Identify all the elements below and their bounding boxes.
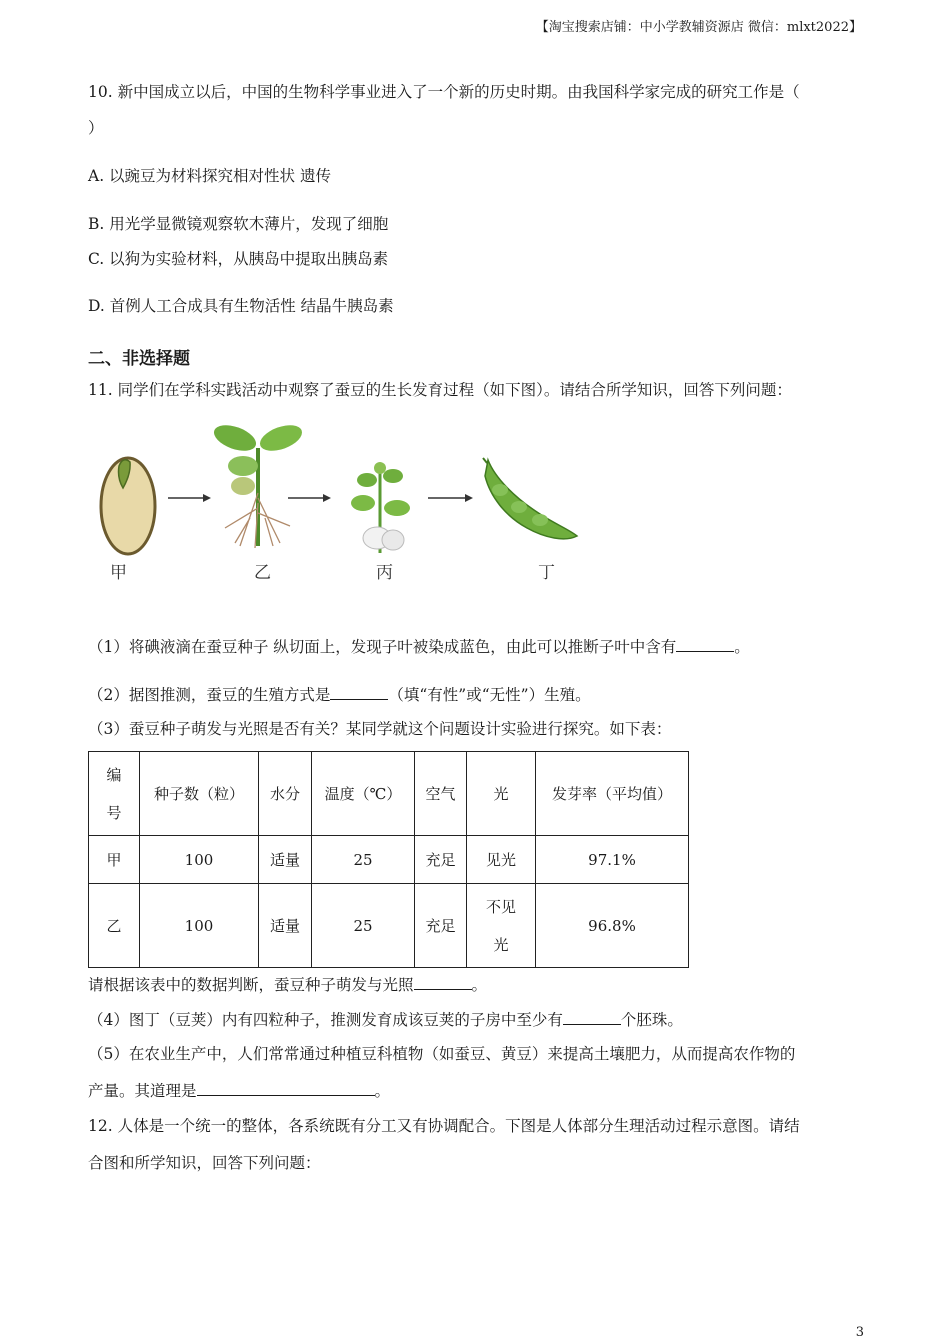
q10-stem-line2: ） <box>88 119 104 137</box>
seedling-icon <box>211 420 306 548</box>
table-cell: 25 <box>312 836 415 884</box>
table-cell: 25 <box>312 884 415 968</box>
flower-icon <box>351 462 410 553</box>
bean-pod-icon <box>483 458 577 539</box>
table-cell: 100 <box>140 884 259 968</box>
figure-label-ding: 丁 <box>538 563 555 583</box>
arrow-icon <box>168 494 211 502</box>
seed-icon <box>101 458 155 554</box>
q11-stem: 11. 同学们在学科实践活动中观察了蚕豆的生长发育过程（如下图）。请结合所学知识，回答下列问题： <box>88 381 792 399</box>
arrow-icon <box>288 494 331 502</box>
table-row <box>89 884 689 968</box>
q10-option-c: C. 以狗为实验材料，从胰岛中提取出胰岛素 <box>88 250 389 268</box>
experiment-table <box>88 751 689 968</box>
table-row <box>89 836 689 884</box>
q11-part5-line1: （5）在农业生产中，人们常常通过种植豆科植物（如蚕豆、黄豆）来提高土壤肥力，从而提高农作物的 <box>88 1045 796 1063</box>
arrow-icon <box>428 494 473 502</box>
answer-blank[interactable] <box>330 684 388 700</box>
table-header-cell: 空气 <box>415 752 467 836</box>
table-header-cell: 种子数（粒） <box>140 752 259 836</box>
q11-part3: （3）蚕豆种子萌发与光照是否有关？某同学就这个问题设计实验进行探究。如下表： <box>88 720 672 738</box>
table-cell: 乙 <box>89 884 140 968</box>
table-header-cell: 温度（℃） <box>312 752 415 836</box>
table-header-row <box>89 752 689 836</box>
table-header-cell: 编号 <box>89 752 140 836</box>
q12-stem-line1: 12. 人体是一个统一的整体，各系统既有分工又有协调配合。下图是人体部分生理活动过程示意图。请结 <box>88 1117 800 1135</box>
q10-option-d: D. 首例人工合成具有生物活性 结晶牛胰岛素 <box>88 297 394 315</box>
q11-part4: （4）图丁（豆荚）内有四粒种子，推测发育成该豆荚的子房中至少有 个胚珠。 <box>88 1011 683 1029</box>
page-header: 【淘宝搜索店铺：中小学教辅资源店 微信：mlxt2022】 <box>535 20 862 35</box>
table-cell: 甲 <box>89 836 140 884</box>
table-cell: 充足 <box>415 884 467 968</box>
q11-part3-conclusion: 请根据该表中的数据判断，蚕豆种子萌发与光照 。 <box>88 976 488 994</box>
table-header-cell: 水分 <box>259 752 312 836</box>
q10-option-a: A. 以豌豆为材料探究相对性状 遗传 <box>88 167 331 185</box>
table-cell: 96.8% <box>536 884 689 968</box>
figure-label-bing: 丙 <box>376 563 393 583</box>
page-number: 3 <box>855 1325 864 1340</box>
table-cell: 适量 <box>259 884 312 968</box>
answer-blank[interactable] <box>197 1080 375 1096</box>
table-header-cell: 发芽率（平均值） <box>536 752 689 836</box>
figure-label-yi: 乙 <box>254 563 271 583</box>
table-cell: 适量 <box>259 836 312 884</box>
answer-blank[interactable] <box>563 1009 621 1025</box>
table-cell: 见光 <box>467 836 536 884</box>
q11-part1: （1）将碘液滴在蚕豆种子 纵切面上，发现子叶被染成蓝色，由此可以推断子叶中含有 。 <box>88 638 750 656</box>
answer-blank[interactable] <box>414 974 472 990</box>
q12-stem-line2: 合图和所学知识，回答下列问题： <box>88 1154 321 1172</box>
table-cell: 不见光 <box>467 884 536 968</box>
section-title: 二、非选择题 <box>88 349 190 369</box>
q11-part2: （2）据图推测，蚕豆的生殖方式是 （填“有性”或“无性”）生殖。 <box>88 686 591 704</box>
q11-part5-line2: 产量。其道理是 。 <box>88 1082 391 1100</box>
q10-option-b: B. 用光学显微镜观察软木薄片，发现了细胞 <box>88 215 389 233</box>
q10-stem-line1: 10. 新中国成立以后，中国的生物科学事业进入了一个新的历史时期。由我国科学家完成的研究工作是（ <box>88 83 800 101</box>
table-cell: 100 <box>140 836 259 884</box>
broad-bean-development-figure <box>95 418 595 588</box>
answer-blank[interactable] <box>676 636 734 652</box>
figure-label-jia: 甲 <box>110 563 127 583</box>
table-header-cell: 光 <box>467 752 536 836</box>
table-cell: 97.1% <box>536 836 689 884</box>
table-cell: 充足 <box>415 836 467 884</box>
